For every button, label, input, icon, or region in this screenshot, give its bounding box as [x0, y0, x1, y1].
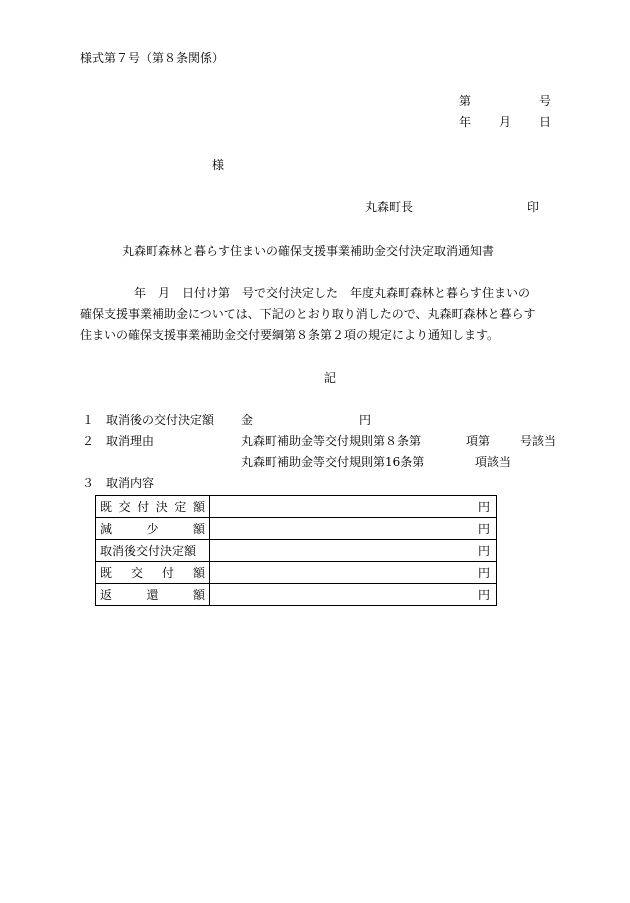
ki-heading: 記 — [324, 371, 337, 385]
item-2-label: 取消理由 — [106, 434, 155, 448]
row-value: 円 — [210, 496, 497, 518]
reason-1-kou: 項第 — [466, 434, 491, 448]
row-value: 円 — [210, 540, 497, 562]
form-number: 様式第７号（第８条関係） — [80, 51, 225, 65]
date-month: 月 — [499, 115, 512, 129]
item-1-number: １ — [82, 413, 95, 427]
row-value: 円 — [210, 562, 497, 584]
table-row — [96, 540, 497, 562]
table-row — [96, 562, 497, 584]
table-row — [96, 518, 497, 540]
item-1-label: 取消後の交付決定額 — [106, 413, 215, 427]
row-label: 返 還 額 — [96, 584, 210, 606]
reason-2-kou: 項該当 — [475, 455, 512, 469]
body-line-3: 住まいの確保支援事業補助金交付要綱第８条第２項の規定により通知します。 — [80, 328, 500, 342]
item-1-kin: 金 — [241, 413, 254, 427]
reason-1-gou: 号該当 — [520, 434, 557, 448]
row-label: 既 交 付 額 — [96, 562, 210, 584]
row-label: 減 少 額 — [96, 518, 210, 540]
date-year: 年 — [459, 115, 472, 129]
document-title: 丸森町森林と暮らす住まいの確保支援事業補助金交付決定取消通知書 — [122, 244, 495, 258]
body-line-2: 確保支援事業補助金については、下記のとおり取り消したので、丸森町森林と暮らす — [80, 307, 536, 321]
row-label: 既 交 付 決 定 額 — [96, 496, 210, 518]
item-1-yen: 円 — [359, 413, 372, 427]
date-day: 日 — [539, 115, 552, 129]
addressee-sama: 様 — [212, 158, 225, 172]
row-value: 円 — [210, 518, 497, 540]
reason-2-rule: 丸森町補助金等交付規則第16条第 — [241, 455, 425, 469]
item-3-label: 取消内容 — [106, 476, 155, 490]
cancellation-table — [95, 495, 497, 606]
table-row — [96, 496, 497, 518]
doc-number-dai: 第 — [459, 94, 472, 108]
item-3-number: ３ — [82, 476, 95, 490]
doc-number-go: 号 — [539, 94, 552, 108]
row-label: 取消後交付決定額 — [96, 540, 210, 562]
item-2-number: ２ — [82, 434, 95, 448]
body-line-1: 年 月 日付け第 号で交付決定した 年度丸森町森林と暮らす住まいの — [134, 286, 531, 300]
seal-mark: 印 — [527, 200, 540, 214]
reason-1-rule: 丸森町補助金等交付規則第８条第 — [241, 434, 422, 448]
sender-title: 丸森町長 — [365, 200, 414, 214]
row-value: 円 — [210, 584, 497, 606]
table-row — [96, 584, 497, 606]
